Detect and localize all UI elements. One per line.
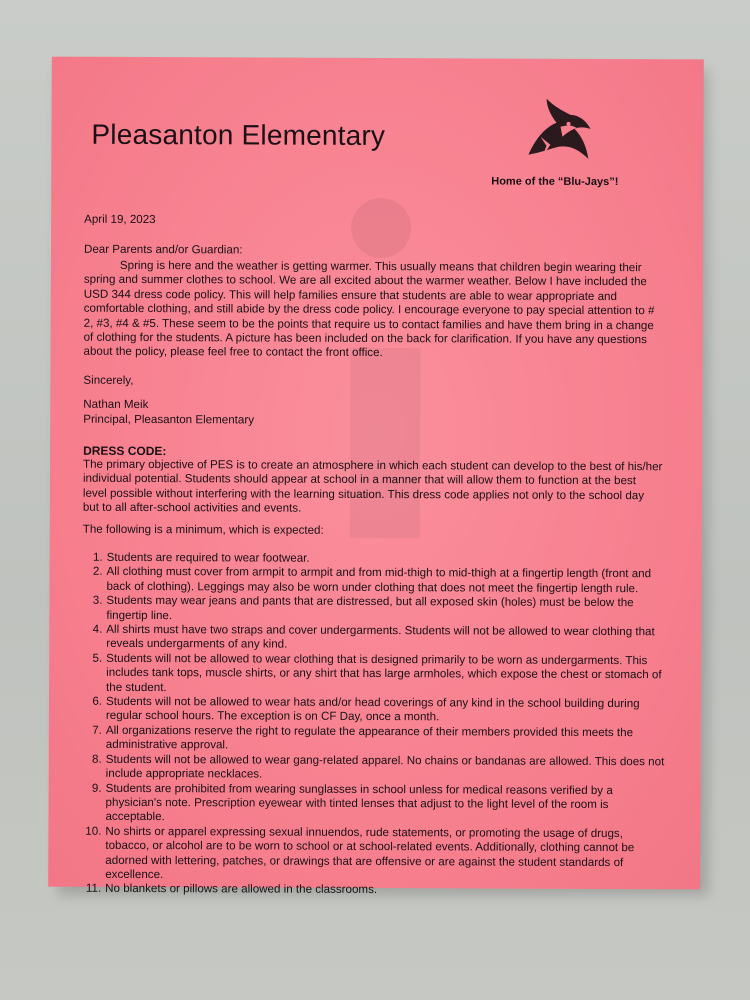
rule-number: 6.: [92, 694, 103, 708]
rule-text: Students are prohibited from wearing sunglasses in school unless for medical reasons verified by a physician's note. Prescription eyewear with tinted lenses that adjust to the light level of the room is acceptable.: [105, 781, 613, 824]
letter-date: April 19, 2023: [84, 212, 156, 227]
show-through-mark: [351, 198, 411, 258]
blue-jay-logo-icon: [516, 97, 601, 167]
tagline: Home of the “Blu-Jays”!: [491, 175, 619, 189]
rule-text: Students will not be allowed to wear gang-related apparel. No chains or bandanas are allowed. This does not include appropriate necklaces.: [105, 752, 665, 781]
rule-number: 7.: [92, 723, 102, 737]
rule-text: All organizations reserve the right to regulate the appearance of their members provided this meets the administrative approval.: [105, 723, 634, 752]
rule-number: 9.: [91, 781, 102, 795]
rule-text: No shirts or apparel expressing sexual innuendos, rude statements, or promoting the usage of drugs, tobacco, or alcohol are to be worn to school or at school-related events. Additionally, clothing cannot be adorned with lettering, patches, or drawings that are offensive or are against the student standards of excellence.: [105, 824, 635, 882]
rule-text: All shirts must have two straps and cover undergarments. Students will not be allowed to wear clothing that reveals undergarments of any kind.: [106, 622, 655, 652]
rule-text: All clothing must cover from armpit to armpit and from mid-thigh to mid-thigh at a fingertip length (front and back of clothing). Leggings may also be worn under clothing that does not meet the fingertip length rule.: [106, 565, 652, 595]
closing: Sincerely,: [83, 373, 134, 387]
rule-text: Students may wear jeans and pants that are distressed, but all exposed skin (holes) must be below the fingertip line.: [106, 594, 634, 622]
dress-code-heading: DRESS CODE:: [83, 443, 167, 459]
signer-title: Principal, Pleasanton Elementary: [83, 412, 255, 427]
rule-number: 4.: [92, 622, 103, 636]
rule-item: [81, 882, 666, 899]
rule-number: 10.: [85, 824, 102, 838]
rule-number: 1.: [92, 550, 103, 564]
rule-text: Students will not be allowed to wear clothing that is designed primarily to be worn as undergarments. This includes tank tops, muscle shirts, or any shirt that has large armholes, which expose the chest or stomach of the student.: [106, 651, 662, 694]
rule-number: 11.: [85, 882, 102, 896]
rule-number: 8.: [92, 752, 102, 766]
rule-item: [82, 623, 667, 654]
rule-item: [82, 724, 667, 755]
rule-item: [82, 652, 667, 698]
dress-code-paragraph: The primary objective of PES is to create an atmosphere in which each student can develop to the best of his/her individual potential. Students should appear at school in a manner that will allow them to function at the best level possible without interfering with the learning situation. This dress code applies not only to the school day but to all after-school activities and events.: [82, 457, 663, 515]
rule-number: 3.: [92, 593, 103, 608]
rule-text: No blankets or pillows are allowed in the classrooms.: [105, 882, 378, 897]
signer-name: Nathan Meik: [83, 397, 149, 412]
school-title: Pleasanton Elementary: [91, 118, 386, 152]
dress-code-rules: [81, 551, 668, 899]
letter-paragraph: Spring is here and the weather is getting warmer. This usually means that children begin wearing their spring and summer clothes to school. We are all excited about the warmer weather. Below I have included the USD 344 dress code policy. This will help families ensure that students are able to wear appropriate and comfortable clothing, and still abide by the dress code policy. I encourage everyone to pay special attention to # 2, #3, #4 & #5. These seem to be the points that require us to contact families and have them bring in a change of clothing for the students. A picture has been included on the back for clarification. If you have any questions about the policy, please feel free to contact the front office.: [83, 258, 655, 360]
salutation: Dear Parents and/or Guardian:: [83, 242, 243, 257]
rule-number: 2.: [92, 565, 103, 579]
letter-page: [48, 57, 704, 897]
rule-item: [82, 565, 667, 596]
rule-item: [82, 752, 667, 783]
rule-item: [81, 781, 666, 827]
rule-number: 5.: [92, 651, 103, 665]
rule-item: [82, 695, 667, 726]
rule-text: Students will not be allowed to wear hats and/or head coverings of any kind in the school building during regular school hours. The exception is on CF Day, once a month.: [105, 694, 640, 724]
rule-item: [82, 594, 667, 625]
dress-code-intro: The following is a minimum, which is expected:: [82, 522, 324, 537]
rule-text: Students are required to wear footwear.: [106, 550, 310, 565]
rule-item: [81, 824, 666, 884]
